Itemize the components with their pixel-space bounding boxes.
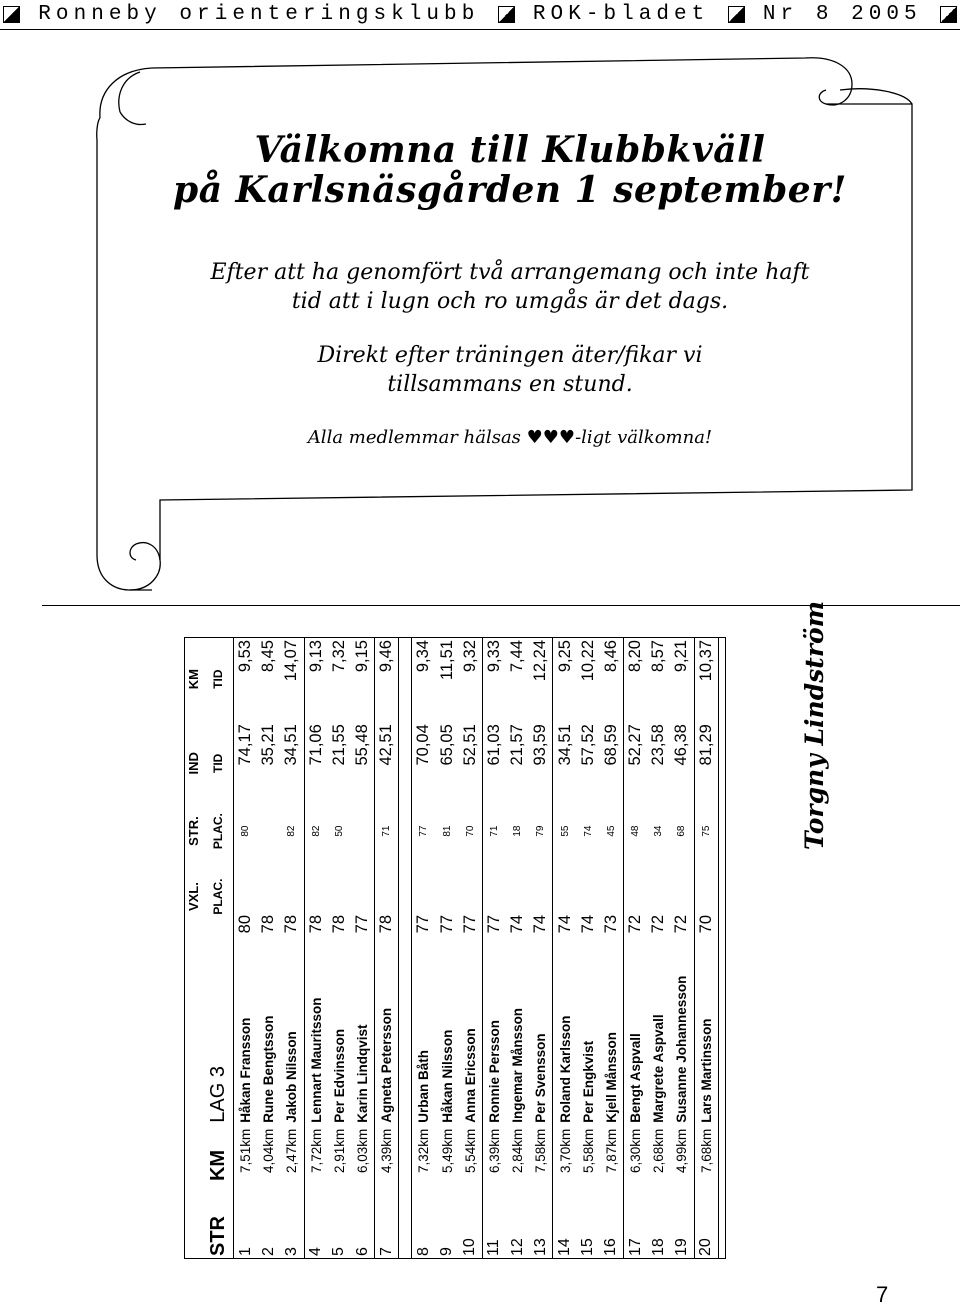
table-row — [436, 637, 459, 1259]
invite-para1-line2: tid att i lugn och ro umgås är det dags. — [291, 289, 729, 314]
row-vxl-plac: 78 — [329, 914, 348, 934]
row-name: Rune Bengtsson — [261, 1015, 277, 1123]
row-name: Per Svensson — [533, 1033, 549, 1123]
row-str-plac: 71 — [482, 805, 506, 856]
row-km-tid: 8,46 — [601, 640, 620, 673]
hearts-icon: ♥♥♥ — [526, 427, 576, 448]
row-str: 7 — [375, 1205, 399, 1259]
row-km: 6,30km — [624, 1126, 648, 1206]
row-km-tid: 9,34 — [414, 640, 433, 673]
header-plac: PLAC. — [203, 857, 234, 937]
row-tid: 42,51 — [375, 721, 399, 805]
row-name: Håkan Fransson — [238, 1017, 254, 1123]
invite-para2-line1: Direkt efter träningen äter/fikar vi — [317, 343, 703, 368]
row-str-plac: 45 — [605, 825, 617, 837]
invite-para3-suffix: -ligt välkomna! — [575, 427, 713, 448]
table-row — [351, 637, 375, 1259]
row-str: 13 — [531, 1238, 549, 1256]
row-name: Kjell Månsson — [603, 1031, 619, 1123]
row-tid: 68,59 — [601, 724, 620, 766]
row-str-plac — [257, 805, 280, 856]
row-km-tid: 14,07 — [282, 640, 301, 682]
row-tid: 35,21 — [259, 724, 278, 766]
row-tid: 55,48 — [353, 724, 372, 766]
header-tid-2: TID — [203, 637, 234, 721]
row-str-plac: 18 — [512, 825, 524, 837]
table-row — [624, 637, 648, 1259]
row-km-tid: 8,45 — [259, 640, 278, 673]
row-tid: 21,57 — [508, 724, 527, 766]
row-name: Per Engkvist — [580, 1040, 596, 1123]
row-tid: 52,51 — [460, 724, 479, 766]
table-row — [529, 637, 553, 1259]
row-str: 11 — [482, 1205, 506, 1259]
row-vxl-plac: 78 — [375, 857, 399, 937]
row-name: Per Edvinsson — [331, 1028, 347, 1123]
table-row — [280, 637, 304, 1259]
row-tid: 70,04 — [414, 724, 433, 766]
row-km-tid: 8,20 — [624, 637, 648, 721]
row-name: Ronnie Persson — [482, 936, 506, 1125]
row-str-plac: 82 — [304, 805, 328, 856]
row-str-plac: 34 — [653, 825, 665, 837]
row-km-tid: 7,44 — [508, 640, 527, 673]
table-row — [234, 637, 258, 1259]
row-tid: 93,59 — [531, 724, 550, 766]
row-km: 5,54km — [462, 1128, 478, 1173]
row-km-tid: 10,37 — [694, 637, 718, 721]
row-str-plac: 75 — [694, 805, 718, 856]
row-str: 17 — [624, 1205, 648, 1259]
invite-title-line2: på Karlsnäsgården 1 september! — [173, 169, 847, 211]
row-tid: 23,58 — [649, 724, 668, 766]
row-str-plac: 71 — [375, 805, 399, 856]
row-vxl-plac: 72 — [672, 914, 691, 934]
row-str-plac: 77 — [418, 825, 430, 837]
row-vxl-plac: 70 — [694, 857, 718, 937]
results-rows — [234, 637, 719, 1259]
table-row — [694, 637, 718, 1259]
table-row — [553, 637, 577, 1259]
row-str: 20 — [694, 1205, 718, 1259]
table-row — [328, 637, 351, 1259]
row-km-tid: 9,33 — [482, 637, 506, 721]
row-km: 7,58km — [533, 1128, 549, 1173]
row-str-plac: 50 — [333, 825, 345, 837]
row-str: 12 — [508, 1238, 526, 1256]
row-vxl-plac: 78 — [282, 914, 301, 934]
row-name: Bengt Aspvall — [624, 936, 648, 1125]
table-row — [506, 637, 529, 1259]
invite-paragraph-1 — [170, 258, 850, 316]
row-km-tid: 12,24 — [531, 640, 550, 682]
row-vxl-plac: 78 — [259, 914, 278, 934]
results-table-rotated — [184, 637, 726, 1259]
row-km-tid: 9,25 — [553, 637, 577, 721]
row-km: 7,68km — [694, 1126, 718, 1206]
row-str: 10 — [461, 1238, 479, 1256]
invite-title-line1: Välkomna till Klubbkväll — [254, 129, 766, 171]
row-str: 18 — [649, 1238, 667, 1256]
row-vxl-plac: 77 — [353, 914, 372, 934]
invite-para2-line2: tillsammans en stund. — [387, 372, 633, 397]
row-km-tid: 7,32 — [329, 640, 348, 673]
header-km: KM — [203, 1126, 234, 1206]
row-name: Roland Karlsson — [553, 936, 577, 1125]
table-row — [459, 637, 483, 1259]
header-str-plac: STR. — [186, 816, 201, 846]
row-km: 4,39km — [375, 1126, 399, 1206]
invite-paragraph-2 — [170, 341, 850, 399]
row-separator — [399, 637, 412, 1259]
row-km: 6,03km — [355, 1128, 371, 1173]
table-row — [304, 637, 328, 1259]
row-str: 9 — [438, 1247, 456, 1256]
table-header-top — [184, 637, 203, 1259]
row-tid: 71,06 — [304, 721, 328, 805]
table-header-main — [203, 637, 234, 1259]
header-tid: TID — [203, 721, 234, 805]
row-str-plac: 48 — [624, 805, 648, 856]
table-row — [600, 637, 624, 1259]
table-row — [482, 637, 506, 1259]
row-vxl-plac: 77 — [482, 857, 506, 937]
row-str-plac: 70 — [464, 825, 476, 837]
row-tid: 74,17 — [236, 724, 255, 766]
row-km: 2,84km — [510, 1128, 526, 1173]
row-km-tid: 9,15 — [353, 640, 372, 673]
row-km-tid: 9,13 — [304, 637, 328, 721]
row-tid: 21,55 — [329, 724, 348, 766]
row-vxl-plac: 72 — [624, 857, 648, 937]
row-km: 2,47km — [284, 1128, 300, 1173]
row-str: 15 — [579, 1238, 597, 1256]
row-str-plac: 74 — [582, 825, 594, 837]
invite-paragraph-3 — [170, 426, 850, 450]
table-row — [647, 637, 670, 1259]
invite-para1-line1: Efter att ha genomfört två arrangemang och inte haft — [210, 260, 810, 285]
results-table — [184, 637, 719, 1259]
row-tid: 46,38 — [672, 724, 691, 766]
row-str: 16 — [602, 1238, 620, 1256]
row-str: 5 — [330, 1247, 348, 1256]
row-str: 8 — [414, 1247, 432, 1256]
row-name: Håkan Nilsson — [439, 1029, 455, 1123]
row-str-plac: 82 — [286, 825, 298, 837]
invite-title — [170, 130, 850, 210]
row-km-tid: 9,21 — [672, 640, 691, 673]
row-str: 3 — [282, 1247, 300, 1256]
row-str-plac — [351, 805, 375, 856]
row-str: 19 — [672, 1238, 690, 1256]
row-vxl-plac: 77 — [460, 914, 479, 934]
row-str-plac: 80 — [240, 825, 252, 837]
row-name: Agneta Petersson — [375, 936, 399, 1125]
row-name: Lennart Mauritsson — [304, 936, 328, 1125]
row-km-tid: 9,46 — [375, 637, 399, 721]
header-plac-2: PLAC. — [203, 805, 234, 856]
row-str: 2 — [259, 1247, 277, 1256]
row-name: Susanne Johannesson — [674, 975, 690, 1123]
invite-para3-text: Alla medlemmar hälsas — [307, 427, 527, 448]
row-name: Jakob Nilsson — [284, 1031, 300, 1123]
header-km-top: KM — [186, 669, 201, 690]
table-row — [670, 637, 694, 1259]
row-vxl-plac: 72 — [649, 914, 668, 934]
row-str-plac: 68 — [676, 825, 688, 837]
row-str-plac: 81 — [441, 825, 453, 837]
issue-label: Nr 8 2005 — [762, 2, 922, 26]
row-str: 6 — [353, 1247, 371, 1256]
page-number: 7 — [876, 1282, 889, 1307]
row-vxl-plac: 73 — [601, 914, 620, 934]
row-km-tid: 8,57 — [649, 640, 668, 673]
row-km-tid: 9,32 — [460, 640, 479, 673]
row-km: 5,58km — [580, 1128, 596, 1173]
row-vxl-plac: 77 — [437, 914, 456, 934]
row-vxl-plac: 74 — [578, 914, 597, 934]
table-row — [412, 637, 436, 1259]
row-tid: 61,03 — [482, 721, 506, 805]
row-name: Lars Martinsson — [694, 936, 718, 1125]
row-name: Anna Ericsson — [462, 1028, 478, 1123]
row-km: 7,51km — [238, 1128, 254, 1173]
row-km: 4,04km — [261, 1128, 277, 1173]
row-str: 1 — [236, 1247, 254, 1256]
row-str-plac: 55 — [553, 805, 577, 856]
row-km-tid: 11,51 — [437, 640, 456, 681]
magazine-name: ROK-bladet — [532, 2, 710, 26]
row-km: 5,49km — [439, 1128, 455, 1173]
table-row — [257, 637, 280, 1259]
header-lag: LAG 3 — [203, 936, 234, 1125]
row-str: 4 — [304, 1205, 328, 1259]
row-km-tid: 10,22 — [578, 640, 597, 682]
row-vxl-plac: 74 — [553, 857, 577, 937]
row-tid: 34,51 — [282, 724, 301, 766]
club-name: Ronneby orienteringsklubb — [38, 2, 480, 26]
results-table-area — [184, 637, 726, 1259]
row-tid: 34,51 — [553, 721, 577, 805]
signature-text: Torgny Lindström — [800, 600, 829, 850]
row-vxl-plac: 80 — [236, 914, 255, 934]
row-km: 7,72km — [304, 1126, 328, 1206]
row-name: Ingemar Månsson — [510, 1007, 526, 1123]
row-tid: 65,05 — [437, 724, 456, 766]
row-km: 4,99km — [674, 1128, 690, 1173]
row-str-plac: 79 — [535, 825, 547, 837]
row-km: 2,68km — [651, 1128, 667, 1173]
row-km: 7,87km — [603, 1128, 619, 1173]
row-tid: 52,27 — [624, 721, 648, 805]
row-km: 2,91km — [331, 1128, 347, 1173]
row-name: Karin Lindqvist — [355, 1024, 371, 1123]
table-row — [375, 637, 399, 1259]
table-row — [577, 637, 600, 1259]
row-vxl-plac: 74 — [531, 914, 550, 934]
row-km: 6,39km — [482, 1126, 506, 1206]
row-tid: 81,29 — [694, 721, 718, 805]
row-tid: 57,52 — [578, 724, 597, 766]
row-name: Urban Båth — [416, 1049, 432, 1123]
header-ind: IND — [186, 752, 201, 775]
row-km: 7,32km — [416, 1128, 432, 1173]
header-str: STR — [203, 1205, 234, 1259]
row-vxl-plac: 78 — [304, 857, 328, 937]
row-km-tid: 9,53 — [236, 640, 255, 673]
row-str: 14 — [553, 1205, 577, 1259]
row-vxl-plac: 77 — [414, 914, 433, 934]
row-name: Margrete Aspvall — [651, 1014, 667, 1123]
row-vxl-plac: 74 — [508, 914, 527, 934]
header-vxl: VXL. — [186, 882, 201, 912]
row-km: 3,70km — [553, 1126, 577, 1206]
